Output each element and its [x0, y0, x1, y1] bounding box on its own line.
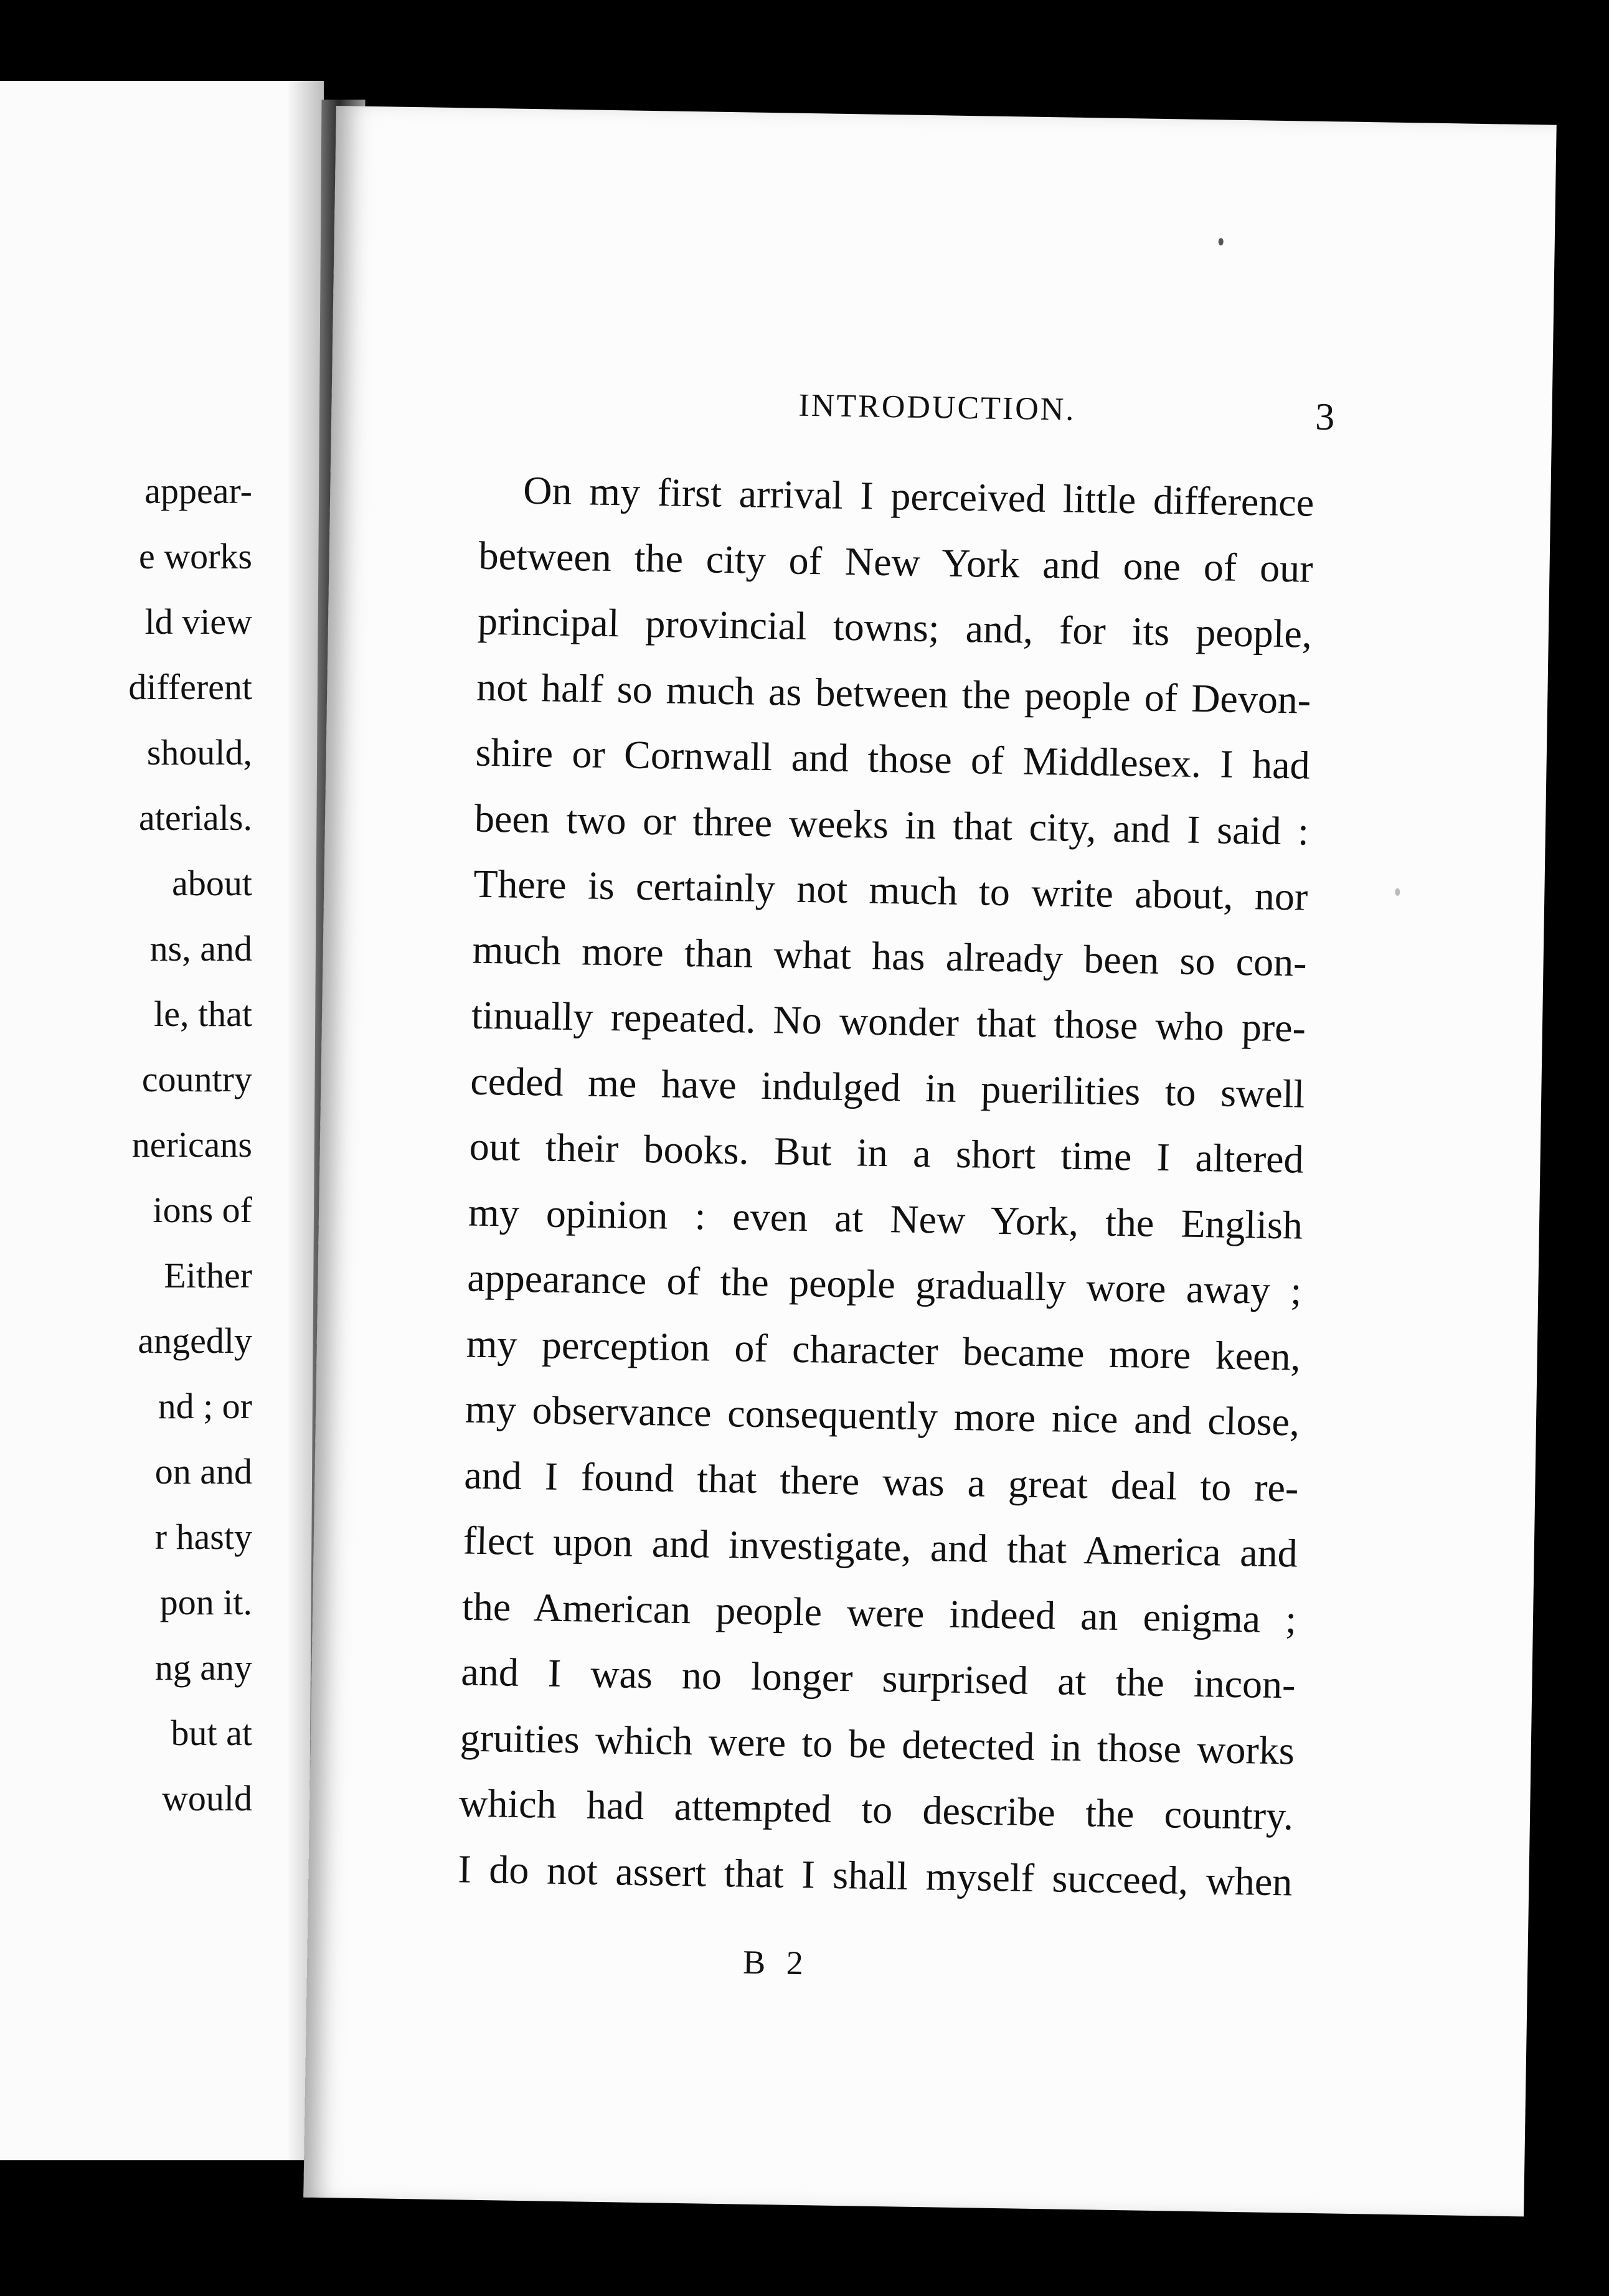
text-line: not half so much as between the people of Devon- — [476, 664, 1311, 722]
text-line: and I found that there was a great deal to re- — [463, 1452, 1299, 1510]
left-page-line: should, — [146, 732, 252, 773]
text-line: the American people were indeed an enigma ; — [461, 1583, 1297, 1642]
left-page-line: aterials. — [139, 797, 252, 838]
text-line: I do not assert that I shall myself succeed, when — [457, 1846, 1293, 1904]
text-line: On my first arrival I perceived little difference — [522, 468, 1314, 525]
right-page — [303, 106, 1557, 2216]
text-line: shire or Cornwall and those of Middlesex. I had — [475, 730, 1311, 788]
left-page-line: Either — [164, 1255, 252, 1296]
left-page-line: angedly — [138, 1320, 252, 1361]
left-page-line: would — [162, 1778, 252, 1818]
left-page-line: nd ; or — [158, 1386, 252, 1426]
left-page-text — [0, 81, 324, 2160]
text-line: my observance consequently more nice and close, — [465, 1386, 1300, 1444]
signature-mark: B 2 — [742, 1943, 810, 1982]
text-line: between the city of New York and one of our — [478, 533, 1314, 591]
text-line: my perception of character became more keen, — [466, 1321, 1301, 1379]
left-page-line: e works — [138, 536, 252, 576]
left-page-line: ng any — [154, 1647, 252, 1688]
text-line: principal provincial towns; and, for its people, — [477, 598, 1313, 656]
text-line: There is certainly not much to write about, nor — [473, 861, 1308, 919]
left-page-line: about — [172, 863, 252, 903]
left-page — [0, 81, 324, 2160]
left-page-line: nericans — [131, 1124, 252, 1165]
text-line: my opinion : even at New York, the English — [468, 1190, 1303, 1248]
left-page-line: but at — [171, 1713, 252, 1753]
left-page-line: ions of — [153, 1190, 252, 1230]
body-text — [458, 457, 1314, 1915]
text-line: and I was no longer surprised at the incon- — [460, 1649, 1296, 1707]
text-line: gruities which were to be detected in those works — [460, 1715, 1295, 1772]
left-page-line: appear- — [144, 471, 252, 511]
text-line: been two or three weeks in that city, and I said : — [474, 796, 1309, 854]
left-page-line: r hasty — [154, 1517, 252, 1557]
left-page-line: ld view — [144, 601, 252, 642]
left-page-line: pon it. — [159, 1582, 252, 1622]
text-line: much more than what has already been so con- — [472, 927, 1308, 985]
left-page-line: on and — [154, 1451, 252, 1492]
ink-speck — [1219, 238, 1224, 245]
ink-speck — [1395, 888, 1400, 896]
left-page-line: different — [128, 667, 252, 707]
running-head: INTRODUCTION. — [798, 387, 1076, 428]
left-page-line: ns, and — [149, 928, 252, 969]
text-line: tinually repeated. No wonder that those who pre- — [471, 992, 1306, 1050]
page-number: 3 — [1314, 395, 1335, 439]
left-page-line: country — [141, 1059, 252, 1099]
text-line: flect upon and investigate, and that America and — [463, 1518, 1298, 1576]
left-page-line: le, that — [154, 994, 252, 1034]
text-line: out their books. But in a short time I altered — [469, 1124, 1305, 1182]
text-line: appearance of the people gradually wore away ; — [466, 1255, 1302, 1313]
text-line: ceded me have indulged in puerilities to swell — [469, 1058, 1305, 1116]
text-line: which had attempted to describe the country. — [458, 1781, 1294, 1838]
